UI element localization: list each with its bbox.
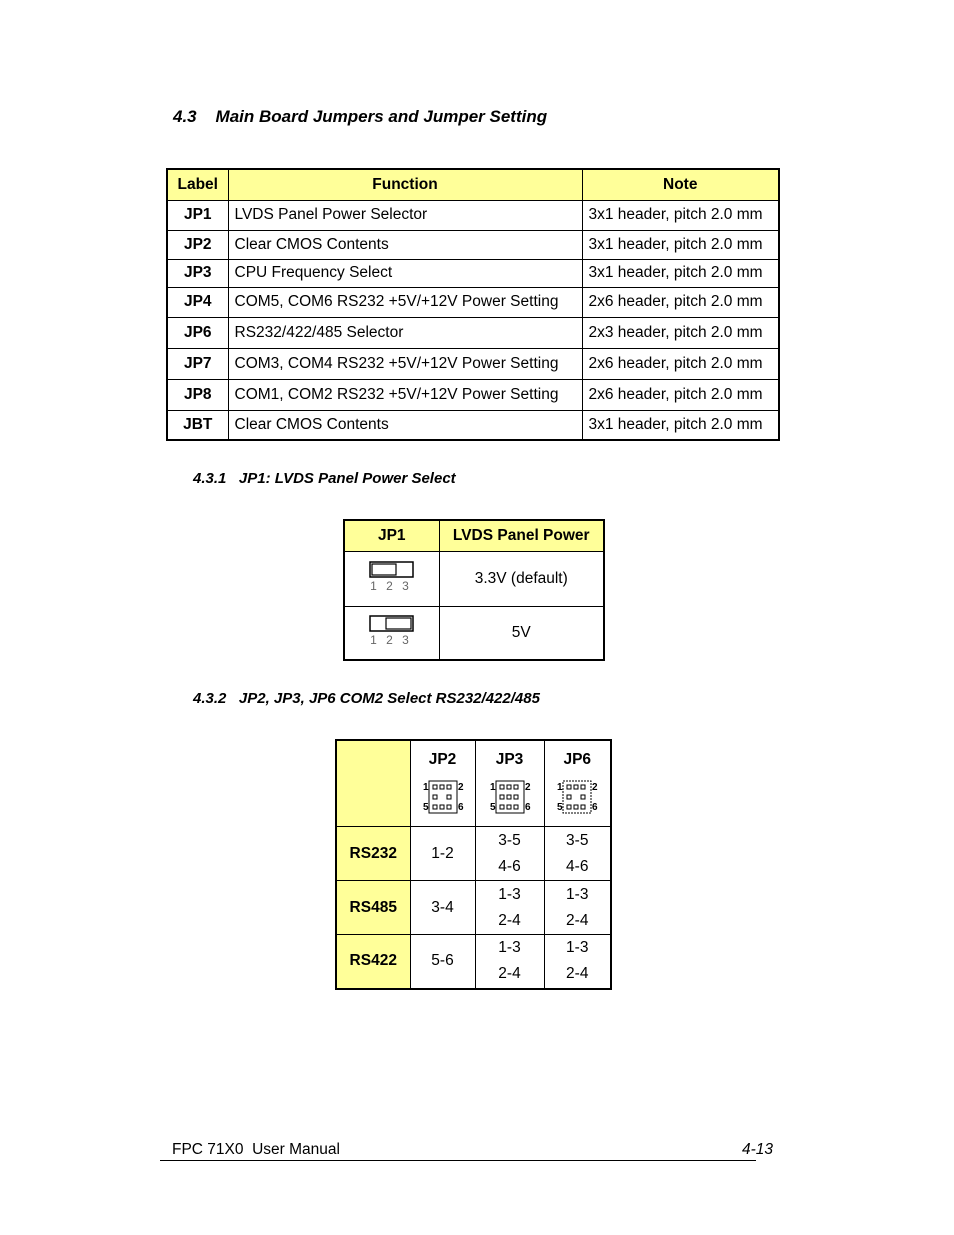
footer-page-number: 4-13 bbox=[742, 1141, 774, 1158]
pin-number: 2 bbox=[592, 782, 598, 793]
mode-label-rs232: RS232 bbox=[336, 827, 410, 881]
row-function: Clear CMOS Contents bbox=[228, 230, 582, 259]
row-note: 3x1 header, pitch 2.0 mm bbox=[582, 259, 779, 287]
header-label: Label bbox=[167, 169, 228, 200]
jp3-setting bbox=[475, 881, 544, 935]
row-label: JP1 bbox=[167, 200, 228, 230]
jp2-setting: 3-4 bbox=[410, 881, 475, 935]
setting-line: 2-4 bbox=[566, 965, 589, 983]
table-row bbox=[167, 230, 779, 259]
header-jp2-label: JP2 bbox=[428, 751, 457, 768]
table-row bbox=[167, 317, 779, 348]
subsection-heading-2 bbox=[193, 690, 540, 707]
pin-number: 6 bbox=[524, 802, 531, 813]
jumper-2-3-closed-diagram bbox=[367, 613, 417, 647]
row-note: 2x6 header, pitch 2.0 mm bbox=[582, 348, 779, 379]
table-row bbox=[167, 379, 779, 410]
header-jp2 bbox=[410, 740, 475, 827]
subsection-heading-1 bbox=[193, 470, 456, 487]
row-note: 2x6 header, pitch 2.0 mm bbox=[582, 379, 779, 410]
table-row bbox=[336, 935, 611, 989]
jp1-table bbox=[343, 519, 605, 661]
table-row bbox=[167, 200, 779, 230]
jumper-table bbox=[166, 168, 780, 441]
header-blank-cell bbox=[336, 740, 410, 827]
pin-number: 5 bbox=[422, 802, 429, 813]
setting-line: 1-3 bbox=[566, 939, 589, 957]
setting-line: 2-4 bbox=[498, 965, 521, 983]
setting-line: 4-6 bbox=[498, 857, 521, 875]
jp3-setting bbox=[475, 827, 544, 881]
pin-labels: 1 2 3 bbox=[369, 633, 412, 648]
row-label: JP2 bbox=[167, 230, 228, 259]
pin-number: 1 bbox=[557, 782, 563, 793]
setting-line: 1-3 bbox=[566, 885, 589, 903]
pin-number: 2 bbox=[457, 782, 464, 793]
jp2-setting: 1-2 bbox=[410, 827, 475, 881]
subsection-number: 4.3.2 bbox=[193, 690, 227, 707]
jumper-1-2-closed-diagram bbox=[367, 559, 417, 593]
header-jp6-label: JP6 bbox=[563, 751, 592, 768]
pin-number: 5 bbox=[557, 802, 563, 813]
footer-divider bbox=[160, 1160, 756, 1161]
mode-label-rs422: RS422 bbox=[336, 935, 410, 989]
pin-number: 6 bbox=[457, 802, 464, 813]
setting-line: 2-4 bbox=[566, 911, 589, 929]
row-note: 2x6 header, pitch 2.0 mm bbox=[582, 287, 779, 317]
row-function: COM3, COM4 RS232 +5V/+12V Power Setting bbox=[228, 348, 582, 379]
table-row bbox=[344, 606, 604, 660]
row-label: JP8 bbox=[167, 379, 228, 410]
row-label: JP4 bbox=[167, 287, 228, 317]
header-2x3-pin-diagram bbox=[421, 777, 465, 817]
pin-number: 2 bbox=[524, 782, 531, 793]
row-function: COM5, COM6 RS232 +5V/+12V Power Setting bbox=[228, 287, 582, 317]
pin-labels: 1 2 3 bbox=[369, 579, 412, 593]
jp2-setting: 5-6 bbox=[410, 935, 475, 989]
setting-line: 1-3 bbox=[498, 939, 521, 957]
row-function: LVDS Panel Power Selector bbox=[228, 200, 582, 230]
jumper-table-header bbox=[167, 169, 779, 200]
row-note: 3x1 header, pitch 2.0 mm bbox=[582, 410, 779, 440]
jumper-diagram-cell bbox=[344, 606, 439, 660]
header-note: Note bbox=[582, 169, 779, 200]
table-row bbox=[167, 410, 779, 440]
table-row bbox=[336, 881, 611, 935]
row-function: COM1, COM2 RS232 +5V/+12V Power Setting bbox=[228, 379, 582, 410]
pin-number: 1 bbox=[422, 782, 429, 793]
jp6-setting bbox=[544, 881, 611, 935]
row-note: 3x1 header, pitch 2.0 mm bbox=[582, 230, 779, 259]
pin-number: 1 bbox=[489, 782, 496, 793]
power-value: 5V bbox=[439, 606, 604, 660]
section-heading bbox=[173, 107, 547, 127]
jp1-table-header bbox=[344, 520, 604, 551]
table-row bbox=[167, 348, 779, 379]
setting-line: 4-6 bbox=[566, 857, 589, 875]
setting-line: 2-4 bbox=[498, 911, 521, 929]
row-function: RS232/422/485 Selector bbox=[228, 317, 582, 348]
com2-table-header bbox=[336, 740, 611, 827]
header-jp1: JP1 bbox=[344, 520, 439, 551]
row-note: 2x3 header, pitch 2.0 mm bbox=[582, 317, 779, 348]
jumper-diagram-cell bbox=[344, 551, 439, 606]
table-row bbox=[167, 287, 779, 317]
com2-select-table bbox=[335, 739, 612, 990]
mode-label-rs485: RS485 bbox=[336, 881, 410, 935]
setting-line: 1-3 bbox=[498, 885, 521, 903]
subsection-title: JP2, JP3, JP6 COM2 Select RS232/422/485 bbox=[238, 690, 540, 707]
section-title: Main Board Jumpers and Jumper Setting bbox=[215, 107, 548, 126]
header-function: Function bbox=[228, 169, 582, 200]
row-function: Clear CMOS Contents bbox=[228, 410, 582, 440]
subsection-number: 4.3.1 bbox=[193, 470, 227, 487]
row-label: JP6 bbox=[167, 317, 228, 348]
footer-manual-title: FPC 71X0 User Manual bbox=[172, 1141, 340, 1158]
power-value: 3.3V (default) bbox=[439, 551, 604, 606]
pin-number: 5 bbox=[489, 802, 496, 813]
pin-number: 6 bbox=[592, 802, 598, 813]
section-number: 4.3 bbox=[173, 107, 197, 126]
setting-line: 3-5 bbox=[566, 831, 589, 849]
jp6-setting bbox=[544, 827, 611, 881]
row-label: JP7 bbox=[167, 348, 228, 379]
header-2x3-pin-diagram bbox=[555, 777, 599, 817]
table-row bbox=[344, 551, 604, 606]
header-jp6 bbox=[544, 740, 611, 827]
header-2x3-pin-diagram bbox=[488, 777, 532, 817]
setting-line: 3-5 bbox=[498, 831, 521, 849]
subsection-title: JP1: LVDS Panel Power Select bbox=[238, 470, 456, 487]
header-lvds-panel-power: LVDS Panel Power bbox=[439, 520, 604, 551]
row-function: CPU Frequency Select bbox=[228, 259, 582, 287]
row-note: 3x1 header, pitch 2.0 mm bbox=[582, 200, 779, 230]
jp6-setting bbox=[544, 935, 611, 989]
jp3-setting bbox=[475, 935, 544, 989]
header-jp3 bbox=[475, 740, 544, 827]
row-label: JP3 bbox=[167, 259, 228, 287]
row-label: JBT bbox=[167, 410, 228, 440]
header-jp3-label: JP3 bbox=[495, 751, 524, 768]
table-row bbox=[336, 827, 611, 881]
table-row bbox=[167, 259, 779, 287]
